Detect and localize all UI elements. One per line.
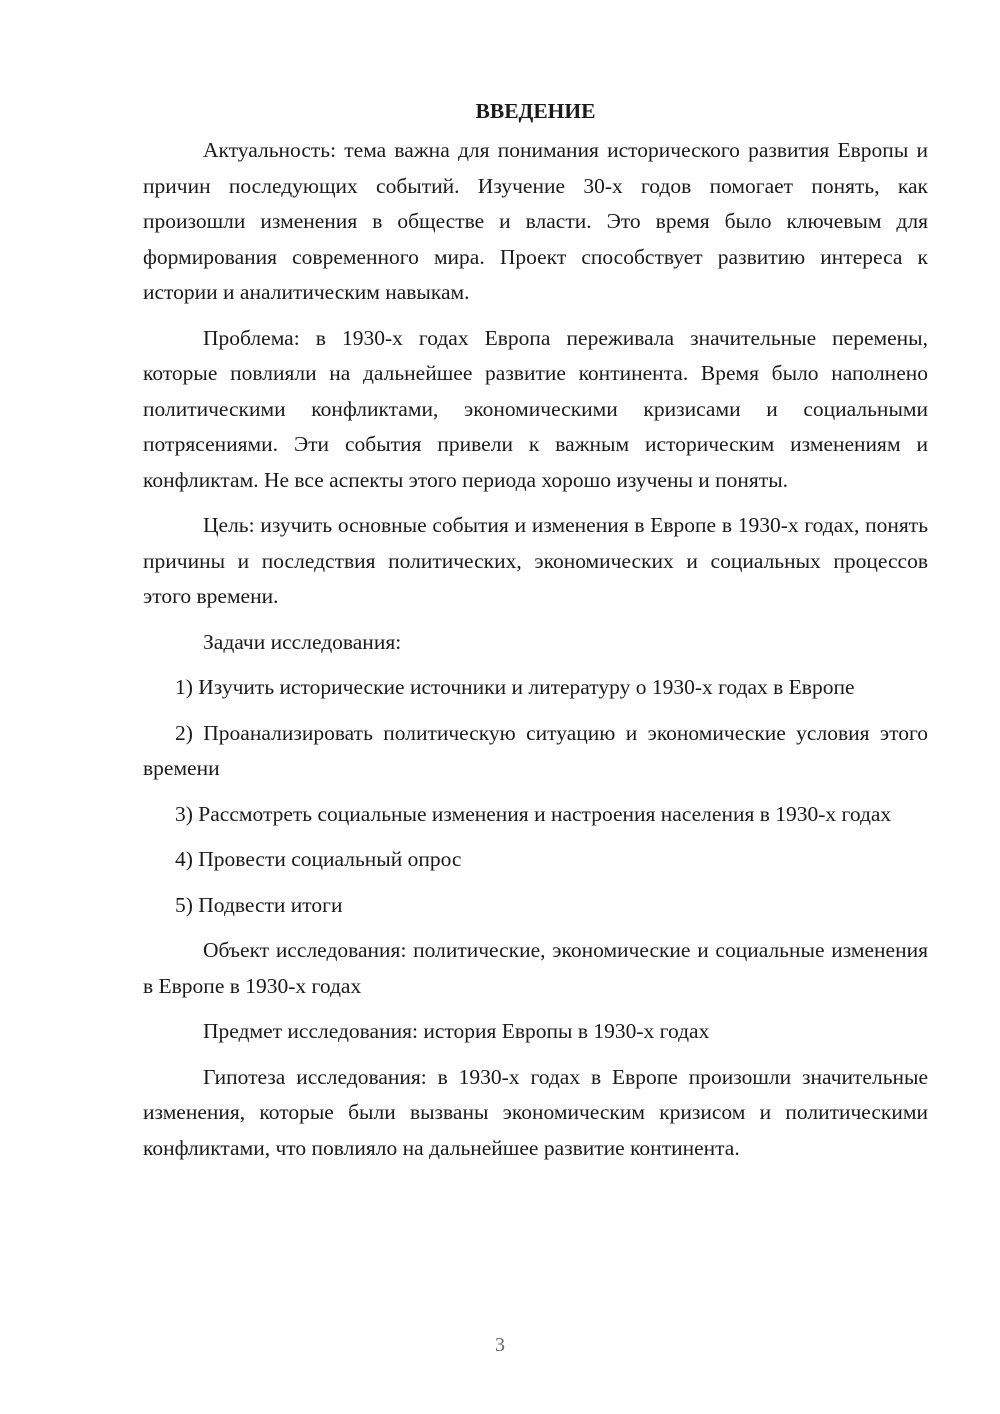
subject-paragraph: Предмет исследования: история Европы в 1930-х годах — [203, 1019, 710, 1043]
object-paragraph: Объект исследования: политические, экономические и социальные изменения в Европе в 1930-х годах — [143, 938, 928, 998]
page-title: ВВЕДЕНИЕ — [475, 99, 596, 123]
task-item-2: 2) Проанализировать политическую ситуацию и экономические условия этого времени — [143, 720, 928, 780]
hypothesis-paragraph: Гипотеза исследования: в 1930-х годах в Европе произошли значительные изменения, которые были вызваны экономическим кризисом и политическими конфликтами, что повлияло на дальнейшее развитие континента. — [143, 1064, 928, 1160]
task-item-3: 3) Рассмотреть социальные изменения и настроения населения в 1930-х годах — [175, 801, 892, 826]
page-number: 3 — [495, 1334, 505, 1356]
task-item-1: 1) Изучить исторические источники и литературу о 1930-х годах в Европе — [175, 675, 855, 699]
relevance-paragraph: Актуальность: тема важна для понимания исторического развития Европы и причин последующих событий. Изучение 30-х годов помогает понять, как произошли изменения в обществе и власти. Это время было ключевым для формирования современного мира. Проект способствует развитию интереса к истории и аналитическим навыкам. — [143, 138, 928, 304]
goal-paragraph: Цель: изучить основные события и изменения в Европе в 1930-х годах, понять причины и последствия политических, экономических и социальных процессов этого времени. — [143, 513, 928, 608]
task-item-5: 5) Подвести итоги — [175, 892, 343, 917]
task-item-4: 4) Провести социальный опрос — [175, 847, 462, 871]
document-page — [143, 95, 928, 1176]
problem-paragraph: Проблема: в 1930-х годах Европа переживала значительные перемены, которые повлияли на дальнейшее развитие континента. Время было наполнено политическими конфликтами, экономическими кризисами и социальными потрясениями. Эти события привели к важным историческим изменениям и конфликтам. Не все аспекты этого периода хорошо изучены и поняты. — [143, 325, 928, 492]
tasks-heading: Задачи исследования: — [203, 629, 402, 654]
